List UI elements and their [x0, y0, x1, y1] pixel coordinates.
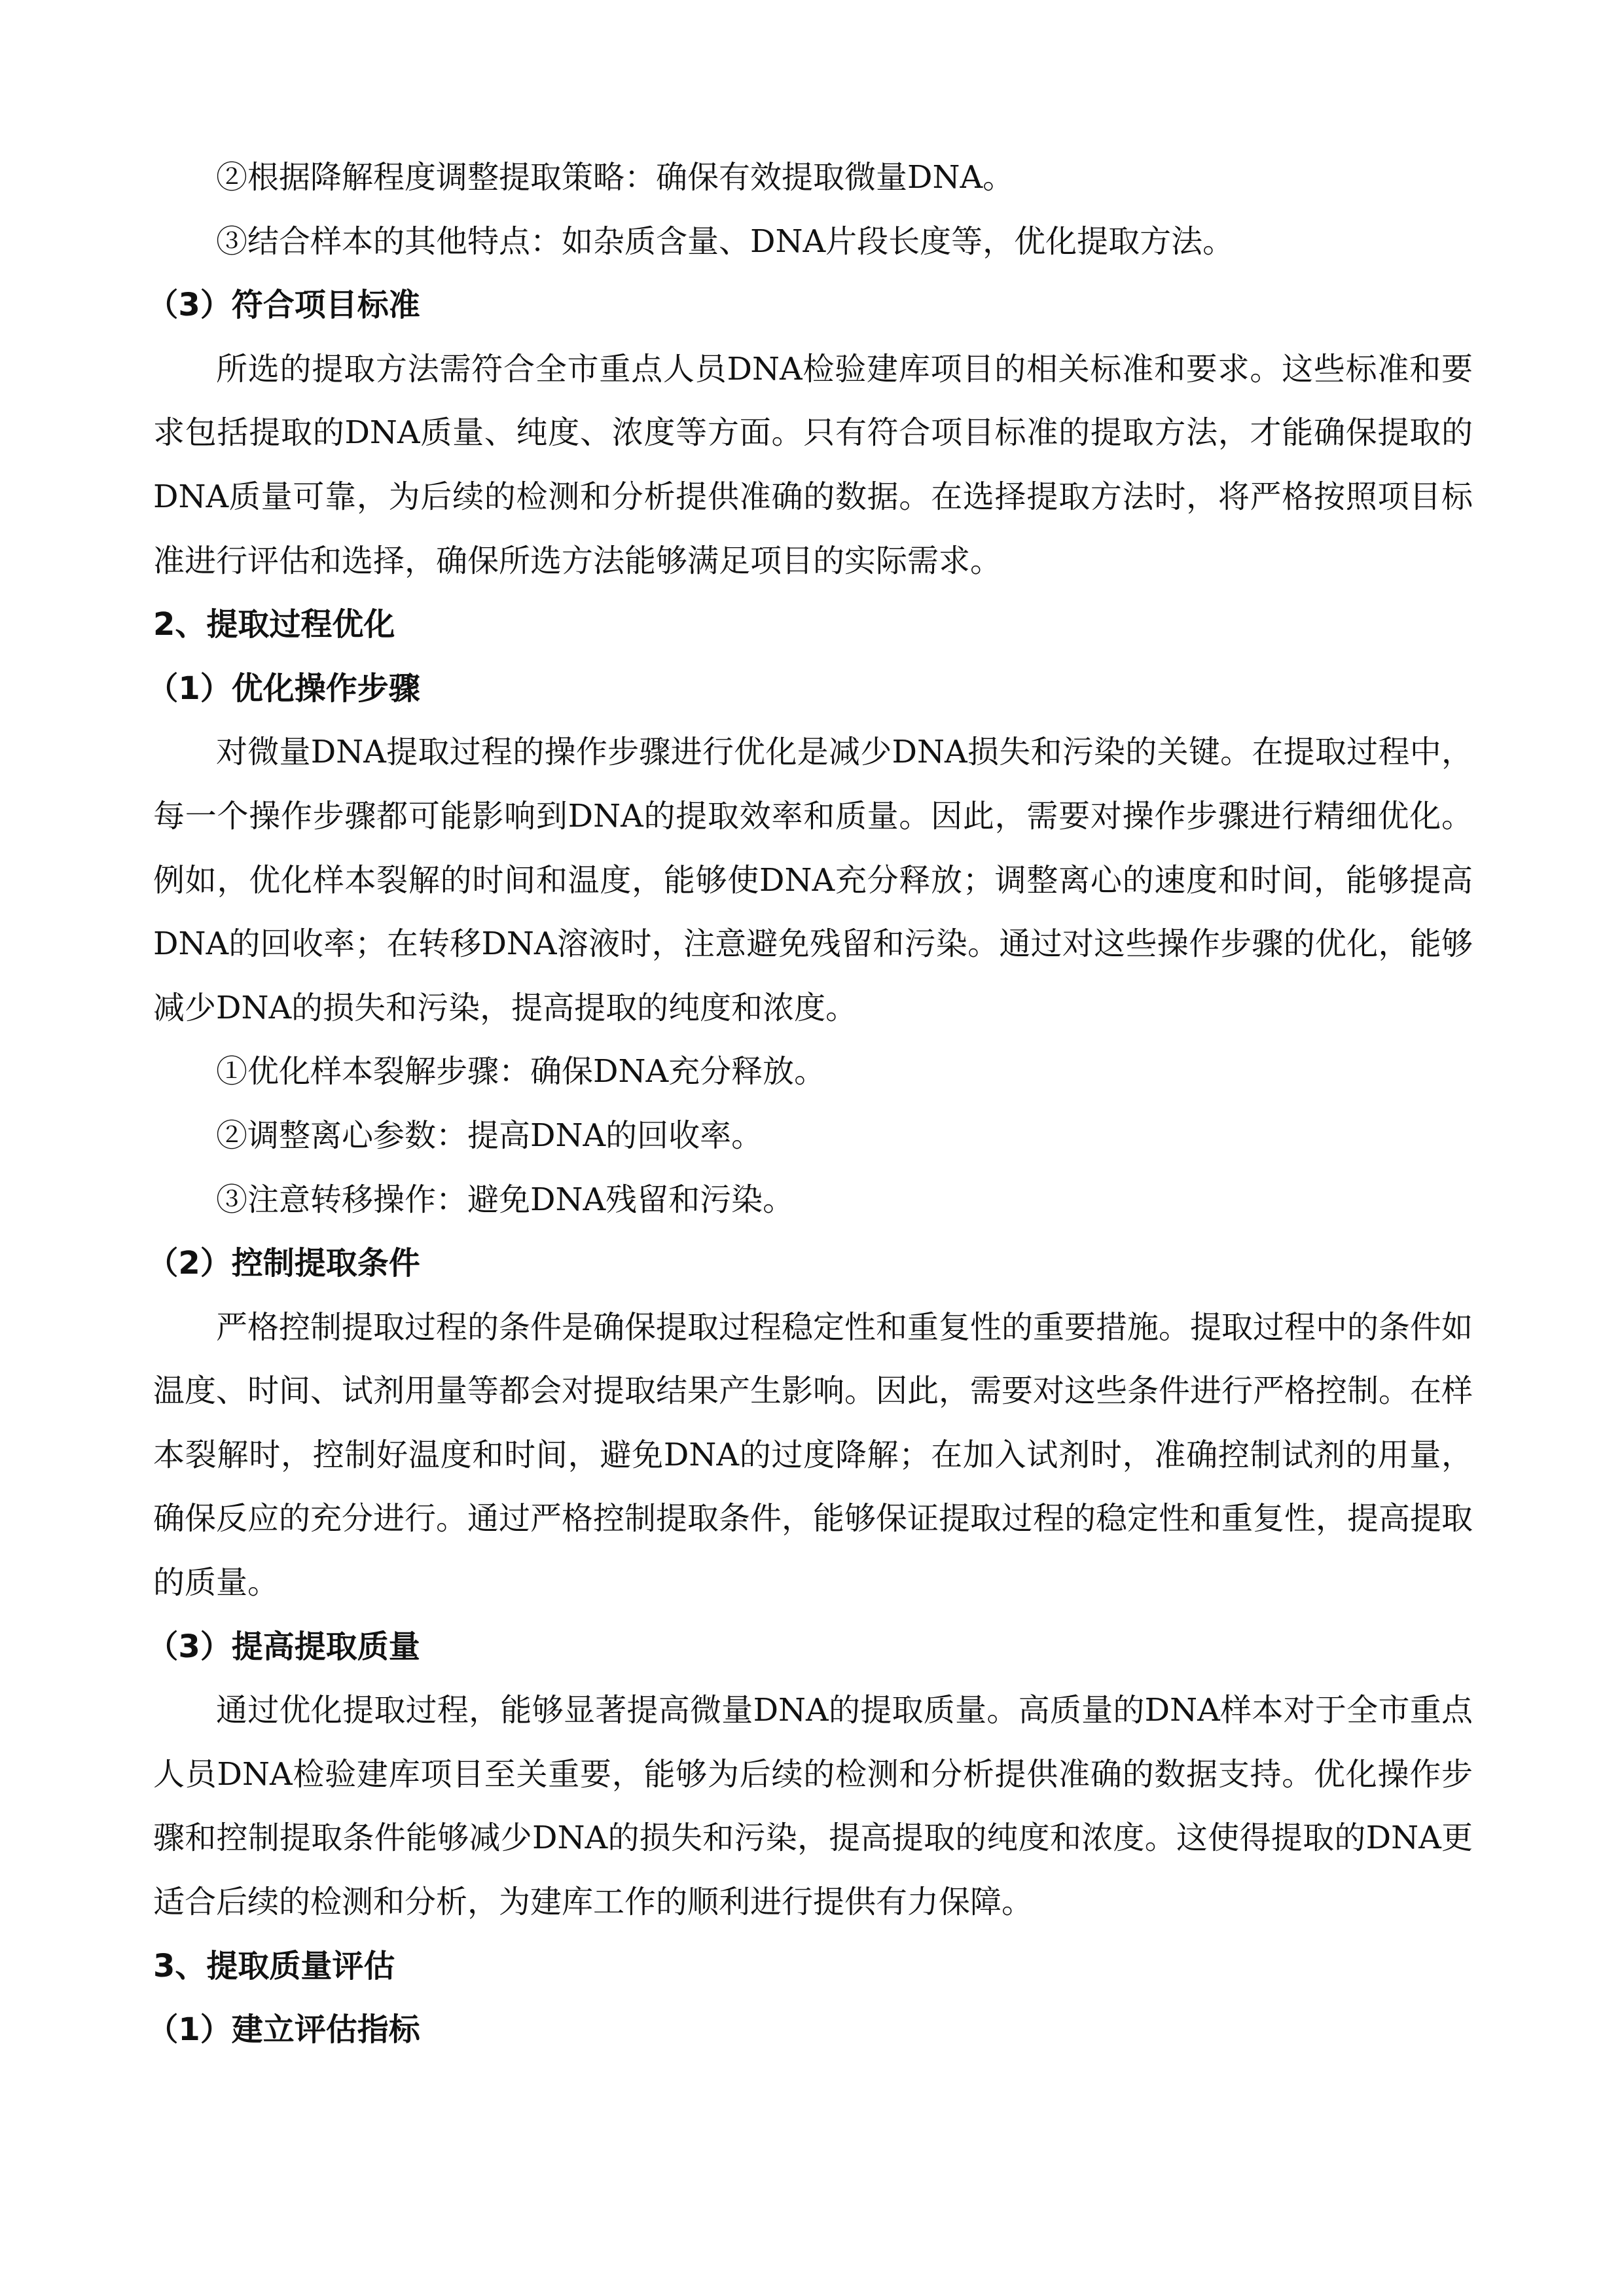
list-item: ②调整离心参数：提高DNA的回收率。	[216, 1117, 763, 1154]
document-page	[147, 146, 1473, 2062]
subsection-heading: （1）优化操作步骤	[147, 670, 420, 707]
paragraph: 所选的提取方法需符合全市重点人员DNA检验建库项目的相关标准和要求。这些标准和要求包括提取的DNA质量、纯度、浓度等方面。只有符合项目标准的提取方法，才能确保提取的DNA质量可靠，为后续的检测和分析提供准确的数据。在选择提取方法时，将严格按照项目标准进行评估和选择，确保所选方法能够满足项目的实际需求。	[153, 350, 1473, 579]
list-item: ②根据降解程度调整提取策略：确保有效提取微量DNA。	[216, 159, 1015, 196]
list-item: ③结合样本的其他特点：如杂质含量、DNA片段长度等，优化提取方法。	[216, 223, 1235, 260]
paragraph: 严格控制提取过程的条件是确保提取过程稳定性和重复性的重要措施。提取过程中的条件如温度、时间、试剂用量等都会对提取结果产生影响。因此，需要对这些条件进行严格控制。在样本裂解时，控制好温度和时间，避免DNA的过度降解；在加入试剂时，准确控制试剂的用量，确保反应的充分进行。通过严格控制提取条件，能够保证提取过程的稳定性和重复性，提高提取的质量。	[153, 1308, 1473, 1602]
list-item: ①优化样本裂解步骤：确保DNA充分释放。	[216, 1053, 826, 1090]
subsection-heading: （1）建立评估指标	[147, 2011, 420, 2049]
list-item: ③注意转移操作：避免DNA残留和污染。	[216, 1181, 795, 1218]
section-heading: 2、提取过程优化	[153, 606, 395, 643]
subsection-heading: （3）符合项目标准	[147, 287, 420, 324]
subsection-heading: （2）控制提取条件	[147, 1245, 420, 1282]
paragraph: 通过优化提取过程，能够显著提高微量DNA的提取质量。高质量的DNA样本对于全市重点人员DNA检验建库项目至关重要，能够为后续的检测和分析提供准确的数据支持。优化操作步骤和控制提取条件能够减少DNA的损失和污染，提高提取的纯度和浓度。这使得提取的DNA更适合后续的检测和分析，为建库工作的顺利进行提供有力保障。	[153, 1692, 1473, 1921]
subsection-heading: （3）提高提取质量	[147, 1628, 420, 1665]
section-heading: 3、提取质量评估	[153, 1947, 395, 1984]
paragraph: 对微量DNA提取过程的操作步骤进行优化是减少DNA损失和污染的关键。在提取过程中，每一个操作步骤都可能影响到DNA的提取效率和质量。因此，需要对操作步骤进行精细优化。例如，优化样本裂解的时间和温度，能够使DNA充分释放；调整离心的速度和时间，能够提高DNA的回收率；在转移DNA溶液时，注意避免残留和污染。通过对这些操作步骤的优化，能够减少DNA的损失和污染，提高提取的纯度和浓度。	[153, 734, 1473, 1026]
